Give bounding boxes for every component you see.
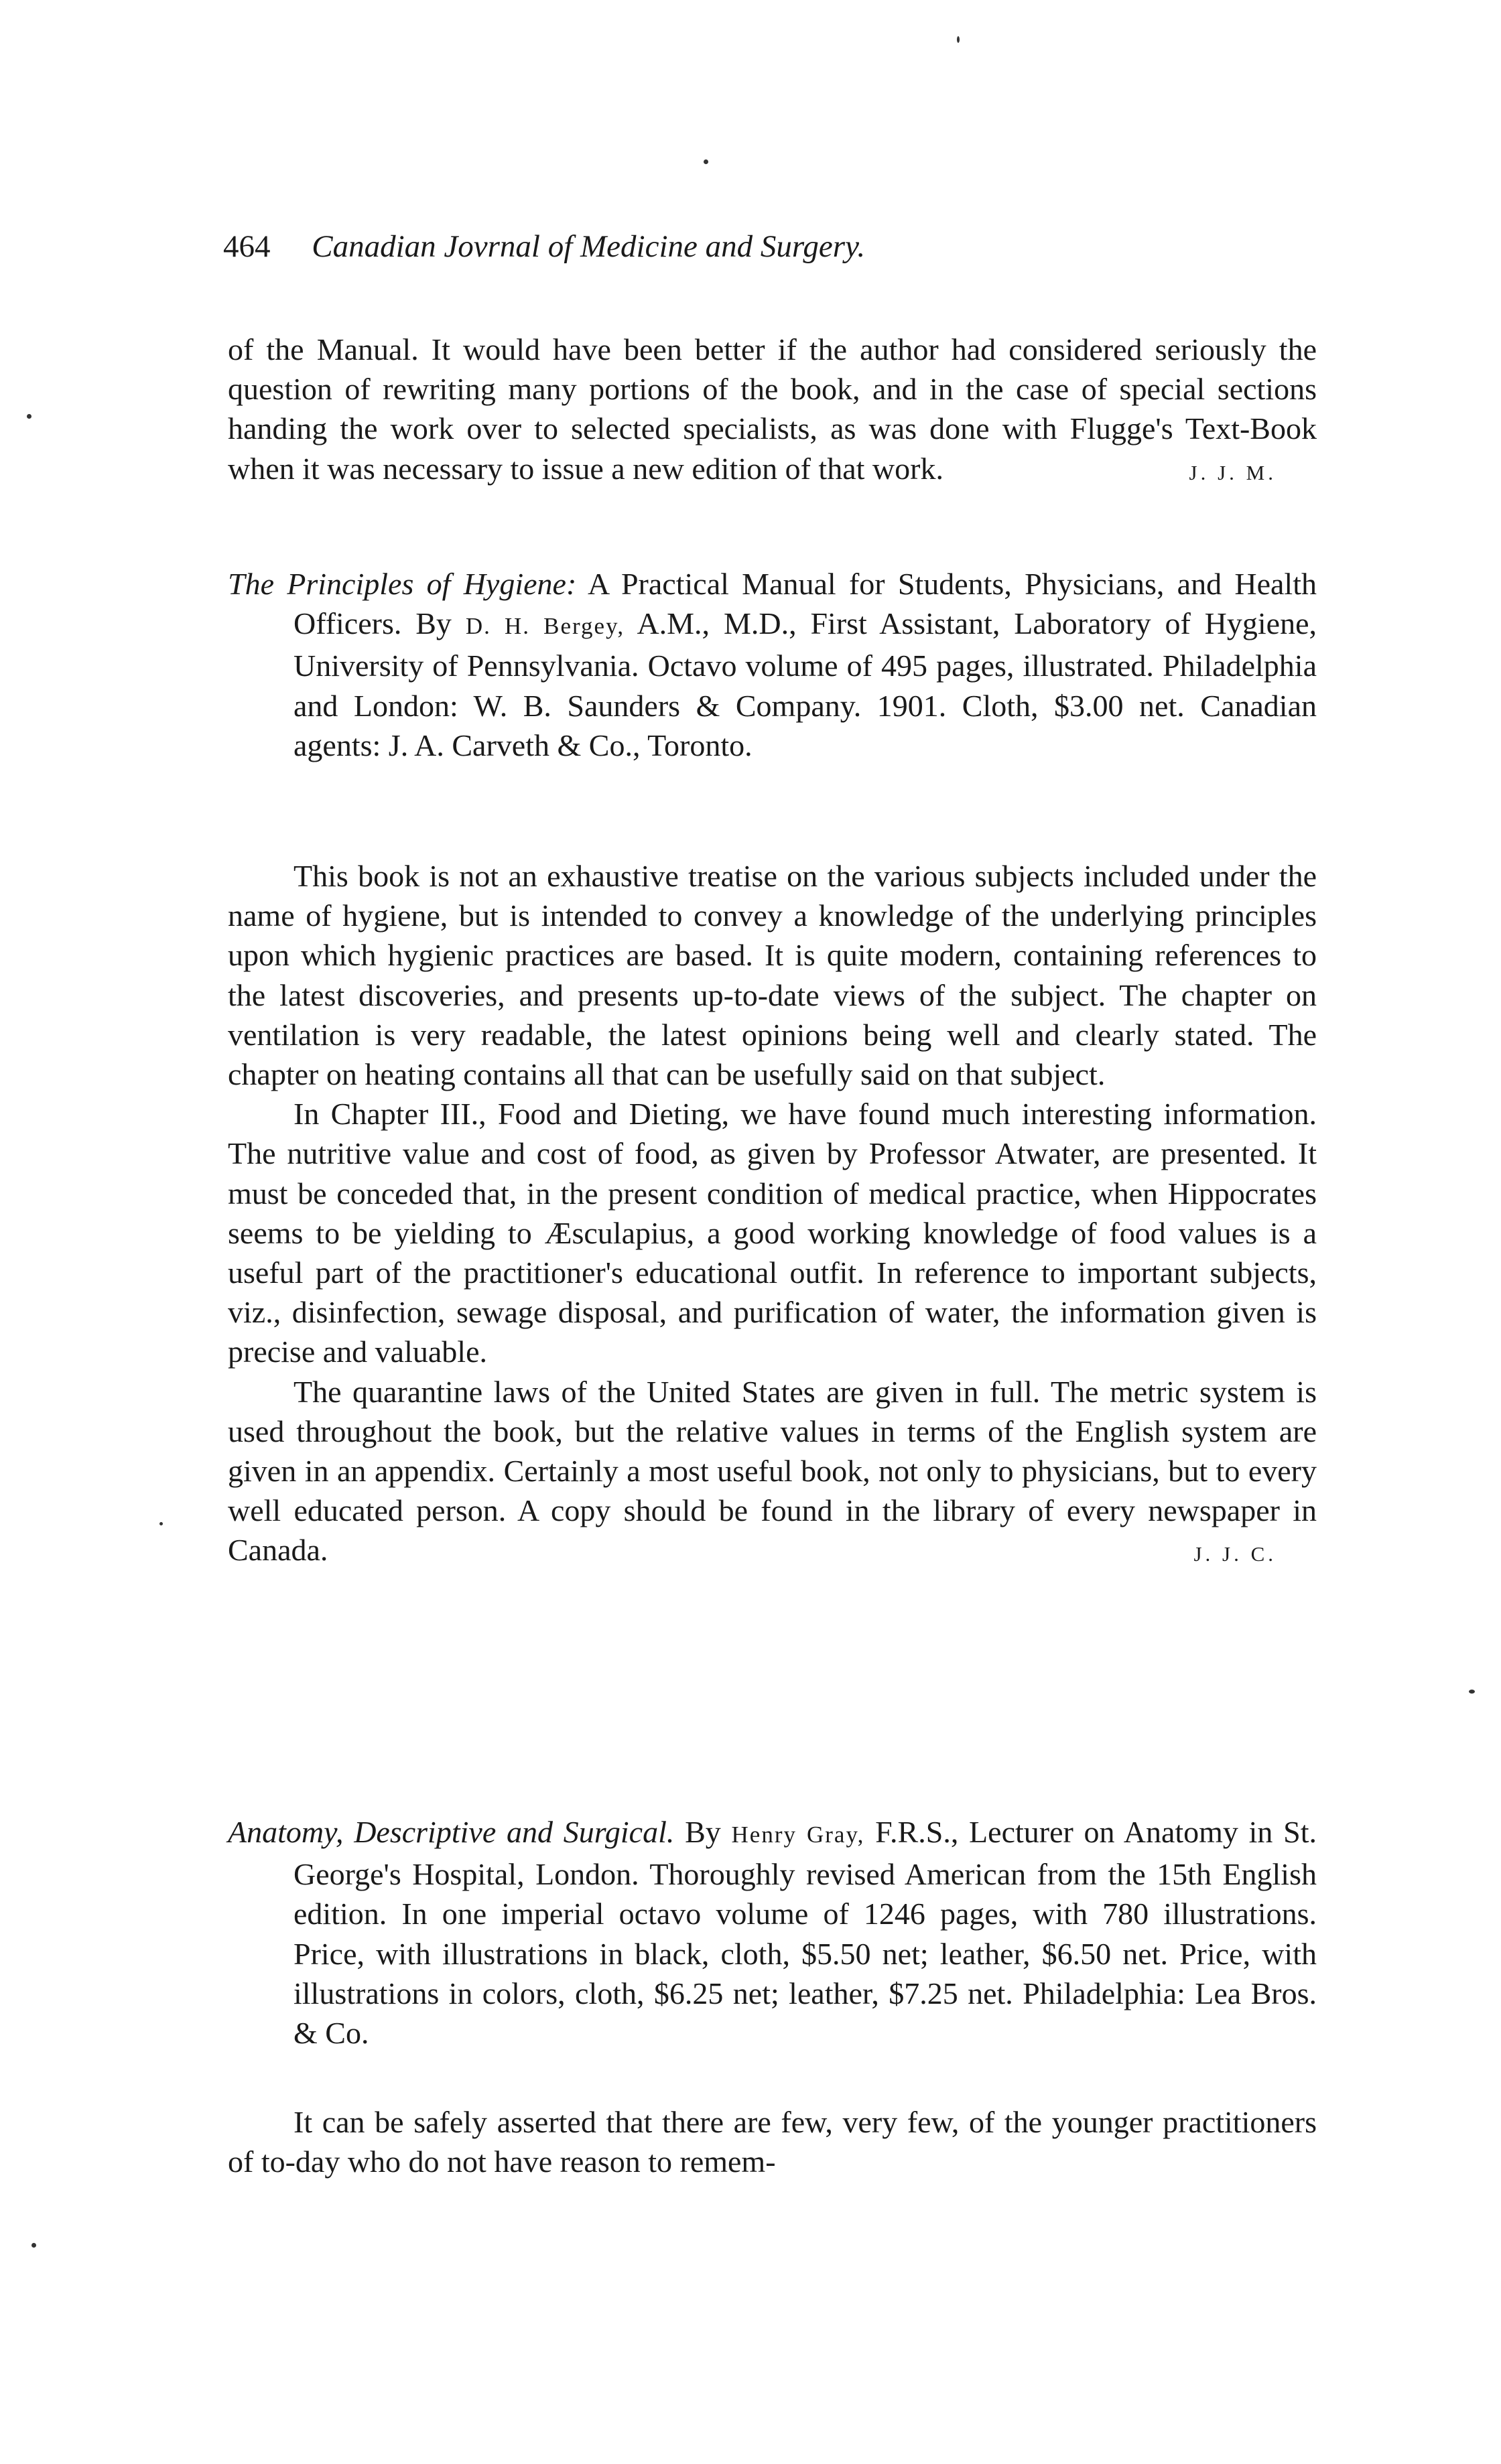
anatomy-review-body [228,2102,1317,2181]
by-label: By [415,606,452,641]
journal-title: Canadian Jovrnal of Medicine and Surgery. [312,229,866,264]
book-citation [228,564,1317,765]
book-details: F.R.S., Lecturer on Anatomy in St. George's Hospital, London. Thoroughly revised American from the 15th English edition. In one imperial octavo volume of 1246 pages, with 780 illustrations. Price, with illustrations in black, cloth, $5.50 net; leather, $6.50 net. Price, with illustrations in colors, cloth, $6.25 net; leather, $7.25 net. Philadelphia: Lea Bros. & Co. [293,1815,1317,2051]
book-subtitle: A Practical Manual for Students, Physicians, and Health Officers. [293,567,1317,641]
scan-speck [1469,1690,1475,1694]
by-label: By [685,1815,721,1849]
book-details: A.M., M.D., First Assistant, Laboratory of Hygiene, University of Pennsylvania. Octavo volume of 495 pages, illustrated. Philadelphia and London: W. B. Saunders & Company. 1901. Cloth, $3.00 net. Canadian agents: J. A. Carveth & Co., Toronto. [293,606,1317,762]
book-author: Henry Gray, [731,1822,865,1848]
reviewer-initials: J. J. C. [1193,1542,1277,1566]
review-paragraph: This book is not an exhaustive treatise on the various subjects included under the name of hygiene, but is intended to convey a knowledge of the underlying principles upon which hygienic practices are based. It is quite modern, containing references to the latest discoveries, and presents up-to-date views of the subject. The chapter on ventilation is very readable, the latest opinions being well and clearly stated. The chapter on heating contains all that can be usefully said on that subject. [228,859,1317,1092]
scan-speck [957,36,960,43]
continuation-block [228,330,1317,492]
hygiene-review-body [228,856,1317,1574]
reviewer-initials: J. J. M. [1189,460,1277,484]
scan-speck [27,414,31,419]
review-paragraph: It can be safely asserted that there are few, very few, of the younger practitioners of to-day who do not have reason to remem- [228,2105,1317,2179]
hygiene-citation-block [228,564,1317,765]
continuation-text: of the Manual. It would have been better if the author had considered seriously the question of rewriting many portions of the book, and in the case of special sections handing the work over to selected specialists, as was done with Flugge's Text-Book when it was necessary to issue a new edition of that work. [228,332,1317,486]
scan-speck [159,1522,163,1525]
book-author: D. H. Bergey, [465,613,625,640]
anatomy-citation-block [228,1812,1317,2053]
scan-speck [704,159,708,164]
book-title: Anatomy, Descriptive and Surgical. [228,1815,675,1849]
page-number: 464 [223,229,271,264]
book-title: The Principles of Hygiene: [228,567,577,601]
review-paragraph [228,1372,1317,1570]
book-citation [228,1812,1317,2053]
review-paragraph-text: The quarantine laws of the United States are given in full. The metric system is used throughout the book, but the relative values in terms of the English system are given in an appendix. Certainly a most useful book, not only to physicians, but to every well educated person. A copy should be found in the library of every newspaper in Canada. [228,1374,1317,1568]
running-header [223,226,1322,267]
review-paragraph: In Chapter III., Food and Dieting, we have found much interesting information. The nutritive value and cost of food, as given by Professor Atwater, are presented. It must be conceded that, in the present condition of medical practice, when Hippocrates seems to be yielding to Æsculapius, a good working knowledge of food values is a useful part of the practitioner's educational outfit. In reference to important subjects, viz., disinfection, sewage disposal, and purification of water, the information given is precise and valuable. [228,1097,1317,1369]
continuation-paragraph [228,330,1317,488]
scan-speck [31,2243,36,2248]
